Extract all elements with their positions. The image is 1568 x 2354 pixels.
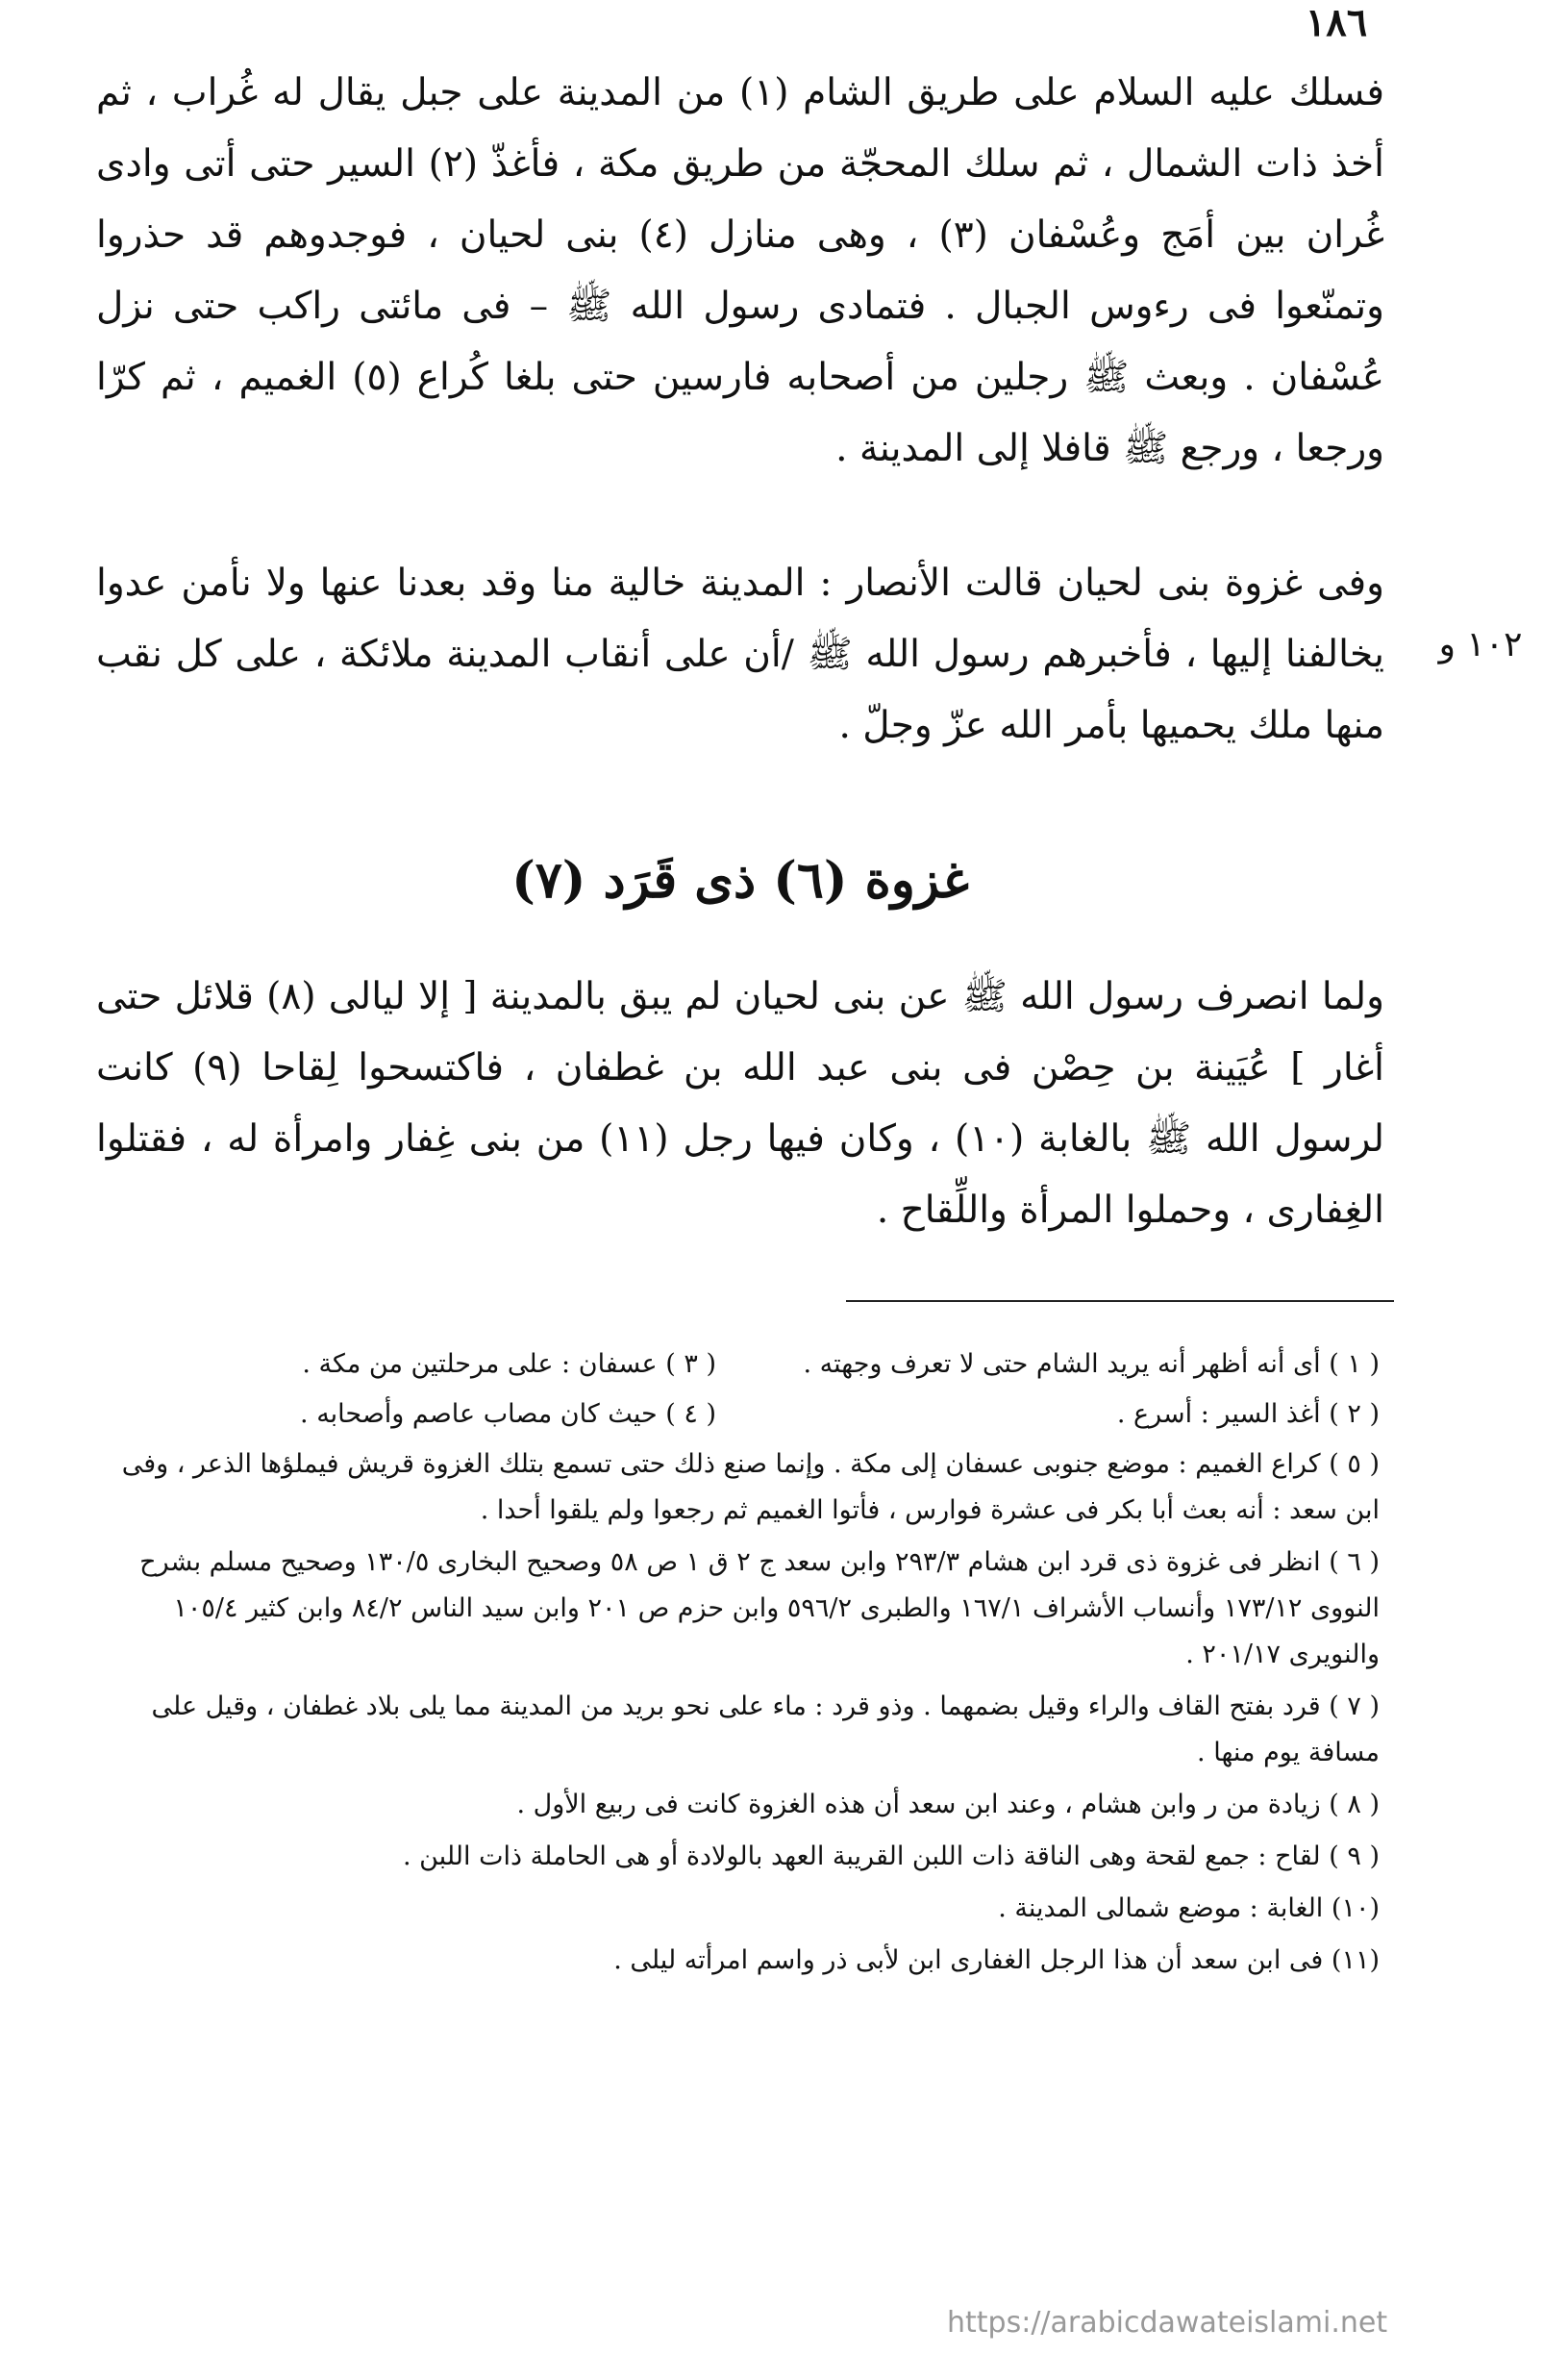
section-heading: غزوة (٦) ذى قَرَد (٧) bbox=[511, 851, 969, 910]
page-number: ١٨٦ bbox=[1305, 0, 1368, 45]
footnote-10: (١٠) الغابة : موضع شمالى المدينة . bbox=[998, 1893, 1380, 1923]
footnote-5: ( ٥ ) كراع الغميم : موضع جنوبى عسفان إلى مكة . وإنما صنع ذلك حتى تسمع بتلك الغزوة قريش فيملؤها الذعر ، وفى ابن سعد : أنه بعث أبا بكر فى عشرة فوارس ، فأتوا الغميم ثم رجعوا ولم يلقوا أحدا . bbox=[121, 1449, 1380, 1525]
paragraph-3: ولما انصرف رسول الله ﷺ عن بنى لحيان لم يبق بالمدينة [ إلا ليالى (٨) قلائل حتى أغار ] عُيَينة بن حِصْن فى بنى عبد الله بن غطفان ، فاكتسحوا لِقاحا (٩) كانت لرسول الله ﷺ بالغابة (١٠) ، وكان فيها رجل (١١) من بنى غِفار وامرأة له ، فقتلوا الغِفارى ، وحملوا المرأة واللِّقاح . bbox=[96, 975, 1384, 1232]
paragraph-2: وفى غزوة بنى لحيان قالت الأنصار : المدينة خالية منا وقد بعدنا عنها ولا نأمن عدوا يخالفنا إليها ، فأخبرهم رسول الله ﷺ /أن على أنقاب المدينة ملائكة ، على كل نقب منها ملك يحميها بأمر الله عزّ وجلّ . bbox=[96, 562, 1384, 747]
footnote-9: ( ٩ ) لقاح : جمع لقحة وهى الناقة ذات اللبن القريبة العهد بالولادة أو هى الحاملة ذات اللبن . bbox=[402, 1841, 1380, 1871]
footnotes bbox=[91, 1341, 1380, 1990]
footnote-6: ( ٦ ) انظر فى غزوة ذى قرد ابن هشام ٢٩٣/٣ وابن سعد ج ٢ ق ١ ص ٥٨ وصحيح البخارى ١٣٠/٥ وصحيح مسلم بشرح النووى ١٧٣/١٢ وأنساب الأشراف ١٦٧/١ والطبرى ٥٩٦/٢ وابن حزم ص ٢٠١ وابن سيد الناس ٨٤/٢ وابن كثير ١٠٥/٤ والنويرى ٢٠١/١٧ . bbox=[139, 1547, 1380, 1669]
footnote-rule bbox=[846, 1300, 1394, 1302]
footnote-8: ( ٨ ) زيادة من ر وابن هشام ، وعند ابن سعد أن هذه الغزوة كانت فى ربيع الأول . bbox=[516, 1790, 1380, 1819]
footnote-row bbox=[91, 1391, 1380, 1438]
footnote-11: (١١) فى ابن سعد أن هذا الرجل الغفارى ابن لأبى ذر واسم امرأته ليلى . bbox=[613, 1945, 1380, 1975]
footnote-4: ( ٤ ) حيث كان مصاب عاصم وأصحابه . bbox=[300, 1399, 716, 1429]
footnote-row bbox=[91, 1341, 1380, 1388]
paragraph-1: فسلك عليه السلام على طريق الشام (١) من المدينة على جبل يقال له غُراب ، ثم أخذ ذات الشمال ، ثم سلك المحجّة من طريق مكة ، فأغذّ (٢) السير حتى أتى وادى غُران بين أمَج وعُسْفان (٣) ، وهى منازل (٤) بنى لحيان ، فوجدوهم قد حذروا وتمنّعوا فى رءوس الجبال . فتمادى رسول الله ﷺ – فى مائتى راكب حتى نزل عُسْفان . وبعث ﷺ رجلين من أصحابه فارسين حتى بلغا كُراع (٥) الغميم ، ثم كرّا ورجعا ، ورجع ﷺ قافلا إلى المدينة . bbox=[96, 71, 1384, 470]
footnote-2: ( ٢ ) أغذ السير : أسرع . bbox=[1116, 1399, 1380, 1429]
watermark: https://arabicdawateislami.net bbox=[947, 2306, 1388, 2340]
footnote-3: ( ٣ ) عسفان : على مرحلتين من مكة . bbox=[302, 1349, 716, 1379]
footnote-7: ( ٧ ) قرد بفتح القاف والراء وقيل بضمهما . وذو قرد : ماء على نحو بريد من المدينة مما يلى بلاد غطفان ، وقيل على مسافة يوم منها . bbox=[151, 1691, 1380, 1767]
footnote-1: ( ١ ) أى أنه أظهر أنه يريد الشام حتى لا تعرف وجهته . bbox=[803, 1349, 1380, 1379]
margin-note: ١٠٢ و bbox=[1438, 625, 1523, 664]
